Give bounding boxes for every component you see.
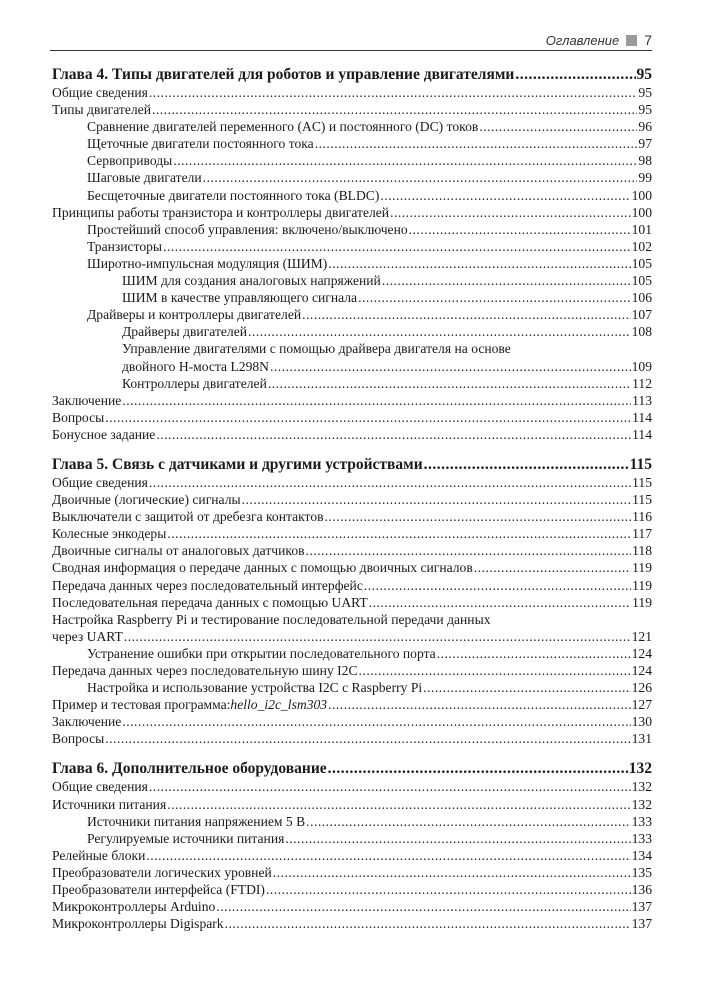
entry-page: 112 — [632, 375, 652, 391]
entry-title: Щеточные двигатели постоянного тока — [87, 136, 314, 152]
entry-title: Выключатели с защитой от дребезга контактов — [52, 509, 324, 525]
entry-page: 132 — [631, 779, 652, 795]
entry-page: 114 — [632, 409, 652, 425]
entry-page: 124 — [631, 663, 652, 678]
dot-leader — [328, 696, 631, 713]
dot-leader — [285, 830, 630, 847]
chapter-heading[interactable] — [52, 456, 652, 474]
dot-leader — [390, 204, 631, 221]
toc-entry[interactable] — [52, 713, 652, 730]
entry-title: Глава 4. Типы двигателей для роботов и управление двигателями — [52, 66, 515, 83]
toc-entry[interactable] — [52, 135, 652, 152]
entry-page: 115 — [632, 474, 652, 490]
dot-leader — [203, 169, 638, 186]
toc-entry[interactable] — [52, 323, 652, 340]
toc-entry[interactable] — [52, 915, 652, 932]
entry-title: Сводная информация о передаче данных с помощью двоичных сигналов — [52, 560, 473, 576]
entry-title: Источники питания — [52, 796, 167, 812]
toc-entry[interactable] — [52, 289, 652, 306]
toc-entry[interactable] — [52, 426, 652, 443]
dot-leader — [328, 760, 628, 778]
entry-page: 109 — [631, 358, 652, 374]
entry-page: 106 — [631, 290, 652, 306]
entry-page: 137 — [631, 899, 652, 915]
entry-title: Колесные энкодеры — [52, 526, 167, 542]
dot-leader — [270, 358, 631, 375]
entry-title: Двоичные (логические) сигналы — [52, 492, 241, 508]
dot-leader — [515, 66, 635, 84]
entry-title: Вопросы — [52, 731, 105, 747]
toc-entry[interactable] — [52, 679, 652, 696]
toc-entry[interactable] — [52, 238, 652, 255]
toc-entry[interactable] — [52, 204, 652, 221]
toc-entry[interactable] — [52, 730, 652, 747]
toc-entry[interactable] — [52, 847, 652, 864]
toc-entry[interactable] — [52, 392, 652, 409]
entry-page: 118 — [632, 543, 652, 559]
dot-leader — [369, 594, 631, 611]
toc-entry[interactable] — [52, 187, 652, 204]
chapter-heading[interactable] — [52, 760, 652, 778]
entry-title: Глава 5. Связь с датчиками и другими устройствами — [52, 455, 423, 473]
dot-leader — [152, 101, 637, 118]
entry-title: Типы двигателей — [52, 102, 151, 118]
entry-page: 97 — [638, 136, 652, 152]
entry-title: Широтно-импульсная модуляция (ШИМ) — [87, 255, 328, 271]
entry-title: Микроконтроллеры Digispark — [52, 916, 224, 932]
entry-title: Последовательная передача данных с помощью UART — [52, 594, 368, 610]
toc-entry[interactable] — [52, 101, 652, 118]
entry-title: Бонусное задание — [52, 426, 156, 442]
entry-page: 105 — [631, 255, 652, 271]
entry-page: 121 — [631, 628, 652, 644]
entry-title: Передача данных через последовательный интерфейс — [52, 577, 363, 593]
header-square-marker — [626, 35, 637, 46]
dot-leader — [156, 426, 631, 443]
toc-entry[interactable] — [52, 542, 652, 559]
toc-entry[interactable] — [52, 898, 652, 915]
dot-leader — [248, 323, 631, 340]
dot-leader — [325, 508, 632, 525]
entry-title: Шаговые двигатели — [87, 170, 202, 186]
toc-entry[interactable] — [52, 118, 652, 135]
entry-page: 105 — [631, 273, 652, 289]
dot-leader — [122, 392, 631, 409]
entry-page: 132 — [628, 760, 652, 778]
running-header — [50, 30, 652, 51]
entry-page: 127 — [631, 697, 652, 713]
dot-leader — [409, 221, 631, 238]
entry-title: Двоичные сигналы от аналоговых датчиков — [52, 543, 305, 559]
entry-page: 108 — [631, 324, 652, 340]
entry-title: ШИМ в качестве управляющего сигнала — [122, 290, 358, 306]
entry-page: 137 — [631, 916, 652, 932]
entry-title: Транзисторы — [87, 238, 163, 254]
entry-page: 131 — [631, 731, 652, 747]
dot-leader — [306, 542, 632, 559]
dot-leader — [437, 645, 631, 662]
entry-page: 119 — [632, 594, 652, 610]
toc-entry[interactable] — [52, 830, 652, 847]
dot-leader — [382, 272, 631, 289]
entry-page: 115 — [632, 492, 652, 508]
chapter-spacer — [52, 747, 652, 760]
toc-entry[interactable] — [52, 272, 652, 289]
dot-leader — [328, 255, 630, 272]
toc-entry[interactable] — [52, 696, 652, 713]
dot-leader — [358, 289, 631, 306]
dot-leader — [122, 713, 630, 730]
chapter-spacer — [52, 443, 652, 456]
entry-title: Настройка и использование устройства I2C с Raspberry Pi — [87, 680, 423, 696]
dot-leader — [302, 306, 630, 323]
entry-page: 95 — [636, 66, 652, 83]
entry-title: Контроллеры двигателей — [122, 375, 267, 391]
dot-leader — [105, 730, 630, 747]
entry-page: 98 — [638, 153, 652, 169]
entry-page: 117 — [632, 526, 652, 542]
dot-leader — [273, 864, 631, 881]
entry-title: Вопросы — [52, 409, 105, 425]
toc-entry[interactable] — [52, 474, 652, 491]
dot-leader — [124, 628, 631, 645]
toc-entry[interactable] — [52, 645, 652, 662]
entry-page: 115 — [629, 455, 652, 473]
entry-page: 126 — [631, 680, 652, 696]
dot-leader — [149, 778, 631, 795]
dot-leader — [242, 491, 631, 508]
chapter-heading[interactable] — [52, 66, 652, 84]
dot-leader — [364, 577, 631, 594]
entry-title: Управление двигателями с помощью драйвера двигателя на основе — [122, 341, 511, 357]
toc-entry[interactable] — [52, 491, 652, 508]
toc-entry[interactable] — [52, 662, 652, 679]
entry-title: Преобразователи логических уровней — [52, 864, 272, 880]
toc-entry[interactable] — [52, 221, 652, 238]
toc-entry[interactable] — [52, 881, 652, 898]
dot-leader — [423, 679, 630, 696]
entry-page: 100 — [631, 204, 652, 220]
dot-leader — [268, 375, 631, 392]
dot-leader — [105, 409, 631, 426]
dot-leader — [315, 135, 638, 152]
entry-page: 119 — [632, 560, 652, 576]
toc-entry[interactable] — [52, 864, 652, 881]
dot-leader — [149, 84, 638, 101]
entry-title: Передача данных через последовательную шину I2C — [52, 663, 358, 678]
entry-title: Пример и тестовая программа: — [52, 697, 231, 713]
toc-entry[interactable] — [52, 508, 652, 525]
entry-page: 133 — [631, 813, 652, 829]
entry-page: 136 — [631, 882, 652, 898]
entry-title: Глава 6. Дополнительное оборудование — [52, 760, 327, 778]
entry-title: ШИМ для создания аналоговых напряжений — [122, 273, 381, 289]
toc-entry[interactable] — [52, 778, 652, 795]
dot-leader — [306, 813, 630, 830]
toc-entry[interactable] — [52, 255, 652, 272]
toc-entry[interactable] — [52, 306, 652, 323]
toc-entry[interactable] — [52, 611, 652, 628]
entry-title: Драйверы двигателей — [122, 324, 248, 340]
entry-title: Принципы работы транзистора и контроллеры двигателей — [52, 204, 390, 220]
dot-leader — [167, 525, 631, 542]
entry-page: 132 — [631, 796, 652, 812]
entry-title: Общие сведения — [52, 474, 148, 490]
entry-title: Бесщеточные двигатели постоянного тока (BLDC) — [87, 187, 380, 203]
entry-page: 100 — [631, 187, 652, 203]
dot-leader — [163, 238, 631, 255]
dot-leader — [479, 118, 637, 135]
toc-entry[interactable] — [52, 409, 652, 426]
entry-title: Регулируемые источники питания — [87, 830, 285, 846]
dot-leader — [167, 796, 630, 813]
entry-page: 114 — [632, 426, 652, 442]
dot-leader — [173, 152, 637, 169]
entry-page: 95 — [638, 85, 652, 100]
entry-title: Устранение ошибки при открытии последовательного порта — [87, 645, 436, 661]
entry-title: Настройка Raspberry Pi и тестирование последовательной передачи данных — [52, 611, 491, 627]
entry-title: Сравнение двигателей переменного (AC) и постоянного (DC) токов — [87, 119, 479, 135]
entry-page: 133 — [631, 830, 652, 846]
entry-title: Источники питания напряжением 5 В — [87, 813, 306, 829]
toc-entry-continuation[interactable] — [52, 628, 652, 645]
toc-entry[interactable] — [52, 375, 652, 392]
toc-entry[interactable] — [52, 169, 652, 186]
entry-title: Простейший способ управления: включено/выключено — [87, 221, 408, 237]
toc-entry[interactable] — [52, 813, 652, 830]
entry-title: Сервоприводы — [87, 153, 173, 169]
entry-page: 124 — [631, 645, 652, 661]
entry-title: через UART — [52, 628, 123, 644]
entry-title: Драйверы и контроллеры двигателей — [87, 307, 302, 323]
entry-page: 113 — [632, 392, 652, 408]
entry-page: 95 — [638, 102, 652, 118]
toc-entry[interactable] — [52, 559, 652, 576]
entry-title: Общие сведения — [52, 779, 148, 795]
dot-leader — [225, 915, 631, 932]
entry-title-italic: hello_i2c_lsm303 — [230, 697, 328, 713]
entry-page: 135 — [631, 864, 652, 880]
entry-title: Заключение — [52, 714, 122, 730]
dot-leader — [474, 559, 631, 576]
header-page-number: 7 — [644, 32, 652, 48]
entry-title: Релейные блоки — [52, 847, 146, 863]
entry-title: Микроконтроллеры Arduino — [52, 899, 216, 915]
entry-page: 99 — [638, 170, 652, 186]
toc-entry[interactable] — [52, 525, 652, 542]
dot-leader — [266, 881, 631, 898]
entry-page: 134 — [631, 847, 652, 863]
toc-entry[interactable] — [52, 796, 652, 813]
dot-leader — [149, 474, 631, 491]
toc-entry[interactable] — [52, 340, 652, 357]
dot-leader — [380, 187, 630, 204]
entry-page: 107 — [631, 307, 652, 323]
toc-entry[interactable] — [52, 84, 652, 101]
dot-leader — [424, 456, 629, 474]
entry-page: 119 — [632, 577, 652, 593]
toc-entry-continuation[interactable] — [52, 358, 652, 375]
entry-title: Общие сведения — [52, 85, 148, 100]
entry-page: 101 — [631, 221, 652, 237]
entry-title: Заключение — [52, 392, 122, 408]
entry-page: 130 — [631, 714, 652, 730]
dot-leader — [216, 898, 630, 915]
entry-page: 96 — [638, 119, 652, 135]
entry-title: Преобразователи интерфейса (FTDI) — [52, 882, 265, 898]
entry-page: 116 — [632, 509, 652, 525]
toc-entry[interactable] — [52, 594, 652, 611]
dot-leader — [359, 662, 631, 679]
entry-title: двойного H-моста L298N — [122, 358, 269, 374]
dot-leader — [146, 847, 630, 864]
entry-page: 102 — [631, 238, 652, 254]
table-of-contents — [52, 66, 652, 932]
toc-entry[interactable] — [52, 152, 652, 169]
toc-entry[interactable] — [52, 577, 652, 594]
header-title: Оглавление — [545, 32, 620, 48]
